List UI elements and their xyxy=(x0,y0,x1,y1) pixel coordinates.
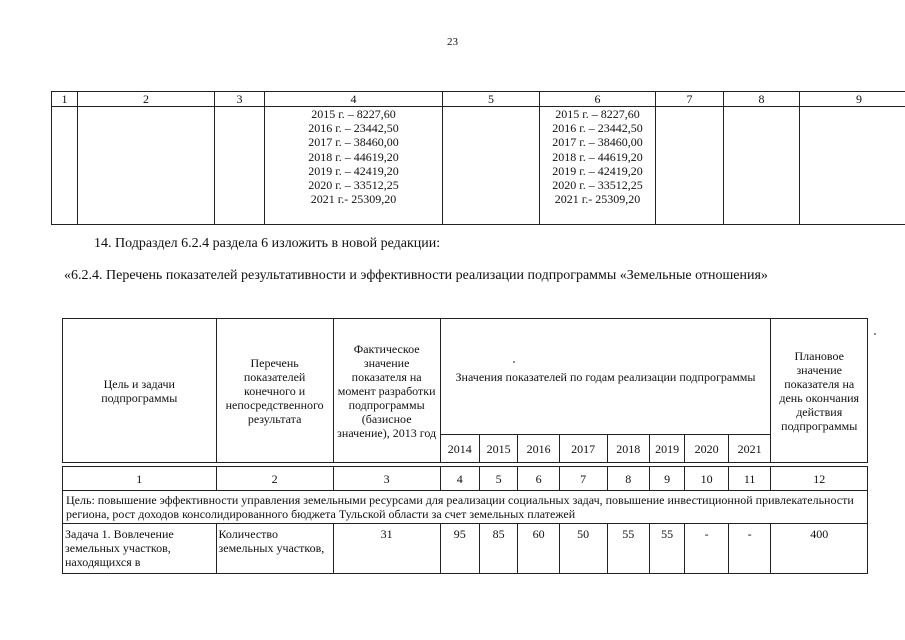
col-number: 2 xyxy=(78,92,215,107)
year-cell: 2021 xyxy=(728,435,771,463)
year-cell: 2016 xyxy=(518,435,559,463)
task-text: Задача 1. Вовлечение земельных участков, находящихся в xyxy=(63,524,217,574)
col-number: 9 xyxy=(650,467,685,491)
indicator-text: Количество земельных участков, xyxy=(216,524,333,574)
empty-cell xyxy=(443,107,540,225)
col6-funding-by-year: 2015 г. – 8227,60 2016 г. – 23442,50 2017 г. – 38460,00 2018 г. – 44619,20 2019 г. – 42419,20 2020 г. – 33512,25 2021 г.- 25309,20 xyxy=(540,107,656,225)
goal-text: Цель: повышение эффективности управления земельными ресурсами для реализации социальных задач, повышение инвестиционной привлекательности региона, рост доходов консолидированного бюджета Тульской области за счет земельных платежей xyxy=(63,491,868,524)
year-value: - xyxy=(685,524,729,574)
col-number: 1 xyxy=(52,92,78,107)
col-number: 8 xyxy=(607,467,650,491)
empty-cell xyxy=(78,107,215,225)
col-number: 3 xyxy=(333,467,440,491)
planned-value: 400 xyxy=(771,524,868,574)
header-goal: Цель и задачи подпрограммы xyxy=(63,319,217,463)
empty-cell xyxy=(800,107,905,225)
header-actual-value: Фактическое значение показателя на момент разработки подпрограммы (базисное значение), 2013 год xyxy=(333,319,440,463)
year-value: 55 xyxy=(607,524,650,574)
col-number: 10 xyxy=(685,467,729,491)
paragraph-14: 14. Подраздел 6.2.4 раздела 6 изложить в новой редакции: xyxy=(94,236,441,251)
header-values-by-years: Значения показателей по годам реализации подпрограммы xyxy=(440,319,771,435)
col-number: 4 xyxy=(265,92,443,107)
year-value: 95 xyxy=(440,524,479,574)
col4-funding-by-year: 2015 г. – 8227,60 2016 г. – 23442,50 2017 г. – 38460,00 2018 г. – 44619,20 2019 г. – 42419,20 2020 г. – 33512,25 2021 г.- 25309,20 xyxy=(265,107,443,225)
goal-row xyxy=(63,491,868,524)
empty-cell xyxy=(215,107,265,225)
col-number: 4 xyxy=(440,467,479,491)
year-cell: 2020 xyxy=(685,435,729,463)
header-indicators: Перечень показателей конечного и непосредственного результата xyxy=(216,319,333,463)
col-number: 8 xyxy=(724,92,800,107)
year-value: 85 xyxy=(479,524,517,574)
col-number: 2 xyxy=(216,467,333,491)
year-cell: 2019 xyxy=(650,435,685,463)
header-row xyxy=(63,319,868,435)
task-row xyxy=(63,524,868,574)
col-number: 6 xyxy=(518,467,559,491)
header-planned-value: Плановое значение показателя на день окончания действия подпрограммы xyxy=(771,319,868,463)
scan-speck xyxy=(874,333,876,335)
col-number: 1 xyxy=(63,467,217,491)
year-value: 50 xyxy=(559,524,607,574)
col-number: 5 xyxy=(479,467,517,491)
col-number: 12 xyxy=(771,467,868,491)
year-cell: 2014 xyxy=(440,435,479,463)
col-number: 7 xyxy=(559,467,607,491)
scan-speck xyxy=(513,361,515,363)
col-number: 5 xyxy=(443,92,540,107)
base-value: 31 xyxy=(333,524,440,574)
year-cell: 2015 xyxy=(479,435,517,463)
year-value: 60 xyxy=(518,524,559,574)
empty-cell xyxy=(656,107,724,225)
col-number: 7 xyxy=(656,92,724,107)
col-number: 11 xyxy=(728,467,771,491)
column-number-row xyxy=(52,92,905,107)
section-title: «6.2.4. Перечень показателей результативности и эффективности реализации подпрограммы «Земельные отношения» xyxy=(64,268,768,283)
indicators-table xyxy=(62,318,868,574)
continuation-table xyxy=(51,91,905,225)
table-row xyxy=(52,107,905,225)
column-number-row xyxy=(63,467,868,491)
year-value: 55 xyxy=(650,524,685,574)
col-number: 3 xyxy=(215,92,265,107)
empty-cell xyxy=(724,107,800,225)
page-number: 23 xyxy=(447,36,458,48)
col-number: 6 xyxy=(540,92,656,107)
col-number: 9 xyxy=(800,92,905,107)
year-cell: 2017 xyxy=(559,435,607,463)
empty-cell xyxy=(52,107,78,225)
year-value: - xyxy=(728,524,771,574)
year-cell: 2018 xyxy=(607,435,650,463)
